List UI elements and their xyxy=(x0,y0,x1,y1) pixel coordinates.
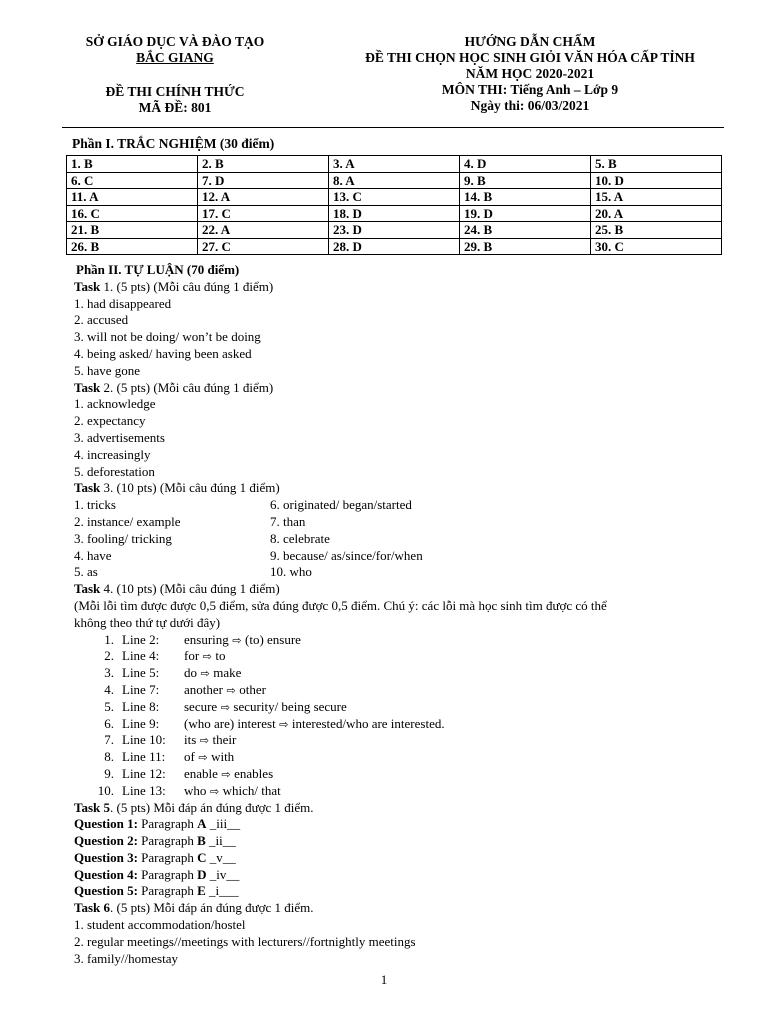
answer-left: 2. instance/ example xyxy=(74,513,181,529)
list-item: 1. student accommodation/hostel xyxy=(74,917,246,933)
correct-word: security/ being secure xyxy=(233,698,347,714)
list-item: 5. deforestation xyxy=(74,463,155,479)
correct-word: to xyxy=(215,648,226,664)
correction-row xyxy=(74,682,734,699)
list-item: 3. will not be doing/ won’t be doing xyxy=(74,329,261,345)
answer-cell: 18. D xyxy=(329,205,460,222)
paragraph-label: Paragraph xyxy=(137,883,198,899)
answer-left: 3. fooling/ tricking xyxy=(74,530,172,546)
correction-line: Line 11: xyxy=(122,749,166,765)
wrong-word: for xyxy=(184,648,200,664)
correction-row xyxy=(74,648,734,665)
answer-cell: 30. C xyxy=(591,238,722,255)
answer-right: 7. than xyxy=(270,513,306,529)
school-year: NĂM HỌC 2020-2021 xyxy=(465,66,595,81)
correction-number: 6. xyxy=(104,715,114,731)
correction-row xyxy=(74,716,734,733)
arrow-icon: ⇨ xyxy=(199,650,216,664)
paragraph-label: Paragraph xyxy=(137,866,198,882)
list-item: 1. acknowledge xyxy=(74,396,156,412)
list-item xyxy=(74,514,734,531)
arrow-icon: ⇨ xyxy=(275,717,292,731)
paragraph-label: Paragraph xyxy=(137,849,198,865)
list-item: 2. accused xyxy=(74,312,129,328)
answer-right: 10. who xyxy=(270,564,312,580)
answer-cell: 2. B xyxy=(198,156,329,173)
arrow-icon: ⇨ xyxy=(228,633,245,647)
list-item: 3. advertisements xyxy=(74,429,165,445)
answer-value: _iv__ xyxy=(206,866,240,882)
arrow-icon: ⇨ xyxy=(217,767,235,781)
correction-line: Line 13: xyxy=(122,782,166,798)
task4-note-1: (Mỗi lỗi tìm được được 0,5 điểm, sửa đúng được 0,5 điểm. Chú ý: các lỗi mà học sinh tìm được có thể xyxy=(74,597,607,613)
answer-cell: 29. B xyxy=(460,238,591,255)
answer-cell: 26. B xyxy=(67,238,198,255)
wrong-word: another xyxy=(184,681,223,697)
arrow-icon: ⇨ xyxy=(206,784,223,798)
answer-cell: 3. A xyxy=(329,156,460,173)
correction-number: 4. xyxy=(104,681,114,697)
answer-value: _v__ xyxy=(206,849,236,865)
answer-cell: 12. A xyxy=(198,189,329,206)
department-name: SỞ GIÁO DỤC VÀ ĐÀO TẠO xyxy=(85,34,265,49)
question-label: Question 4: xyxy=(74,866,138,882)
answer-value: _iii__ xyxy=(206,816,241,832)
paragraph-label: Paragraph xyxy=(137,833,198,849)
question-label: Question 2: xyxy=(74,833,138,849)
list-item: 3. family//homestay xyxy=(74,950,178,966)
arrow-icon: ⇨ xyxy=(194,751,212,765)
answer-left: 1. tricks xyxy=(74,497,116,513)
answer-row xyxy=(67,189,722,206)
list-item: 4. being asked/ having been asked xyxy=(74,345,252,361)
task5-heading: Task 5. (5 pts) Mỗi đáp án đúng được 1 điểm. xyxy=(74,799,314,815)
answer-table xyxy=(66,155,722,255)
header-left xyxy=(40,34,310,116)
list-item xyxy=(74,564,734,581)
correction-row xyxy=(74,632,734,649)
list-item xyxy=(74,497,734,514)
correct-word: with xyxy=(211,749,235,765)
list-item: 4. increasingly xyxy=(74,446,151,462)
task5-list xyxy=(74,816,734,900)
answer-cell: 17. C xyxy=(198,205,329,222)
answer-row xyxy=(67,222,722,239)
answer-cell: 11. A xyxy=(67,189,198,206)
answer-value: _i___ xyxy=(205,883,239,899)
answer-cell: 5. B xyxy=(591,156,722,173)
answer-left: 4. have xyxy=(74,547,112,563)
answer-right: 6. originated/ began/started xyxy=(270,497,412,513)
correction-line: Line 10: xyxy=(122,732,166,748)
correction-row xyxy=(74,783,734,800)
answer-cell: 1. B xyxy=(67,156,198,173)
answer-cell: 23. D xyxy=(329,222,460,239)
correction-number: 3. xyxy=(104,665,114,681)
doc-title: HƯỚNG DẪN CHẤM xyxy=(464,34,596,49)
answer-cell: 28. D xyxy=(329,238,460,255)
answer-right: 8. celebrate xyxy=(270,530,330,546)
answer-cell: 27. C xyxy=(198,238,329,255)
answer-cell: 9. B xyxy=(460,172,591,189)
task2-list xyxy=(74,396,734,480)
correction-line: Line 12: xyxy=(122,765,166,781)
correction-number: 1. xyxy=(104,631,114,647)
correction-row xyxy=(74,749,734,766)
list-item: 1. had disappeared xyxy=(74,295,172,311)
paragraph-letter: B xyxy=(197,833,206,849)
question-label: Question 3: xyxy=(74,849,138,865)
correction-number: 7. xyxy=(104,732,114,748)
part2-body xyxy=(74,262,734,967)
paragraph-letter: A xyxy=(197,816,207,832)
part1-title: Phần I. TRẮC NGHIỆM (30 điểm) xyxy=(72,136,275,151)
correct-word: which/ that xyxy=(222,782,281,798)
correction-line: Line 7: xyxy=(122,681,160,697)
wrong-word: secure xyxy=(184,698,218,714)
answer-cell: 14. B xyxy=(460,189,591,206)
answer-cell: 20. A xyxy=(591,205,722,222)
correction-row xyxy=(74,699,734,716)
answer-row xyxy=(67,205,722,222)
task4-heading: Task 4. (10 pts) (Mỗi câu đúng 1 điểm) xyxy=(74,581,280,597)
task6-list xyxy=(74,917,734,967)
task1-heading: Task 1. (5 pts) (Mỗi câu đúng 1 điểm) xyxy=(74,278,274,294)
correction-line: Line 8: xyxy=(122,698,160,714)
correct-word: their xyxy=(212,732,237,748)
question-label: Question 1: xyxy=(74,816,138,832)
paragraph-letter: E xyxy=(197,883,206,899)
paragraph-label: Paragraph xyxy=(137,816,198,832)
wrong-word: ensuring xyxy=(184,631,229,647)
header-divider xyxy=(62,127,724,128)
answer-value: _ii__ xyxy=(205,833,236,849)
answer-right: 9. because/ as/since/for/when xyxy=(270,547,423,563)
task3-heading: Task 3. (10 pts) (Mỗi câu đúng 1 điểm) xyxy=(74,480,280,496)
arrow-icon: ⇨ xyxy=(222,683,240,697)
correction-line: Line 5: xyxy=(122,665,160,681)
answer-cell: 19. D xyxy=(460,205,591,222)
list-item: 2. expectancy xyxy=(74,413,146,429)
question-row xyxy=(74,867,734,884)
answer-cell: 21. B xyxy=(67,222,198,239)
correction-number: 5. xyxy=(104,698,114,714)
wrong-word: who xyxy=(184,782,207,798)
answer-cell: 6. C xyxy=(67,172,198,189)
question-row xyxy=(74,883,734,900)
correction-row xyxy=(74,665,734,682)
answer-left: 5. as xyxy=(74,564,98,580)
arrow-icon: ⇨ xyxy=(197,667,214,681)
task6-heading: Task 6. (5 pts) Mỗi đáp án đúng được 1 điểm. xyxy=(74,900,314,916)
question-row xyxy=(74,850,734,867)
list-item: 2. regular meetings//meetings with lecturers//fortnightly meetings xyxy=(74,933,416,949)
answer-cell: 15. A xyxy=(591,189,722,206)
correction-number: 8. xyxy=(104,749,114,765)
question-label: Question 5: xyxy=(74,883,138,899)
correction-line: Line 2: xyxy=(122,631,160,647)
answer-row xyxy=(67,238,722,255)
list-item xyxy=(74,531,734,548)
wrong-word: of xyxy=(184,749,195,765)
exam-status: ĐỀ THI CHÍNH THỨC xyxy=(105,84,245,99)
correction-line: Line 9: xyxy=(122,715,160,731)
arrow-icon: ⇨ xyxy=(196,734,213,748)
answer-row xyxy=(67,156,722,173)
list-item: 5. have gone xyxy=(74,362,141,378)
part2-title: Phần II. TỰ LUẬN (70 điểm) xyxy=(76,262,240,277)
correction-row xyxy=(74,766,734,783)
exam-code: MÃ ĐỀ: 801 xyxy=(138,100,212,115)
wrong-word: do xyxy=(184,665,197,681)
province-name: BẮC GIANG xyxy=(136,50,214,65)
answer-cell: 4. D xyxy=(460,156,591,173)
task4-note-2: không theo thứ tự dưới đây) xyxy=(74,614,221,630)
answer-cell: 24. B xyxy=(460,222,591,239)
correct-word: interested/who are interested. xyxy=(291,715,445,731)
correction-number: 2. xyxy=(104,648,114,664)
exam-title: ĐỀ THI CHỌN HỌC SINH GIỎI VĂN HÓA CẤP TỈNH xyxy=(365,50,695,65)
paragraph-letter: C xyxy=(197,849,207,865)
wrong-word: (who are) interest xyxy=(184,715,276,731)
correction-line: Line 4: xyxy=(122,648,160,664)
task2-heading: Task 2. (5 pts) (Mỗi câu đúng 1 điểm) xyxy=(74,379,274,395)
page-number: 1 xyxy=(380,972,388,987)
answer-cell: 16. C xyxy=(67,205,198,222)
wrong-word: enable xyxy=(184,765,218,781)
correct-word: enables xyxy=(234,765,274,781)
correct-word: other xyxy=(239,681,266,697)
list-item xyxy=(74,548,734,565)
answer-cell: 13. C xyxy=(329,189,460,206)
answer-cell: 10. D xyxy=(591,172,722,189)
header-right xyxy=(320,34,740,114)
question-row xyxy=(74,833,734,850)
answer-row xyxy=(67,172,722,189)
answer-cell: 25. B xyxy=(591,222,722,239)
task4-list xyxy=(74,632,734,800)
task3-list xyxy=(74,497,734,581)
correction-row xyxy=(74,732,734,749)
answer-cell: 8. A xyxy=(329,172,460,189)
arrow-icon: ⇨ xyxy=(217,700,234,714)
wrong-word: its xyxy=(184,732,197,748)
paragraph-letter: D xyxy=(197,866,207,882)
correct-word: (to) ensure xyxy=(245,631,301,647)
question-row xyxy=(74,816,734,833)
task1-list xyxy=(74,296,734,380)
answer-cell: 7. D xyxy=(198,172,329,189)
answer-cell: 22. A xyxy=(198,222,329,239)
exam-date: Ngày thi: 06/03/2021 xyxy=(470,98,590,113)
correct-word: make xyxy=(213,665,242,681)
correction-number: 10. xyxy=(97,782,114,798)
correction-number: 9. xyxy=(104,765,114,781)
subject: MÔN THI: Tiếng Anh – Lớp 9 xyxy=(441,82,619,97)
